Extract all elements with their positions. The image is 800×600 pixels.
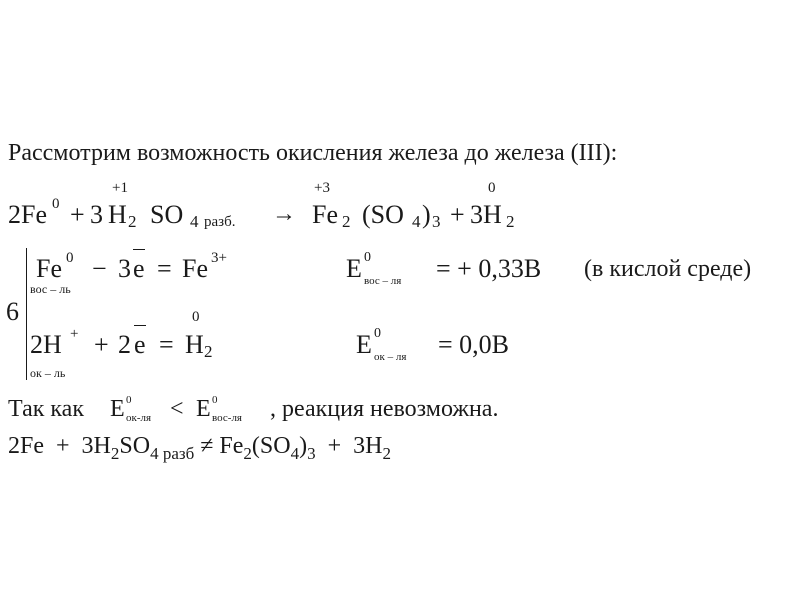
minus-sign: − [92,254,107,283]
so-subscript: 4 [190,212,199,231]
h-symbol: H [108,200,127,229]
acid-medium-note: (в кислой среде) [584,256,752,282]
equals-sign: = [157,254,172,283]
less-than: < [170,396,184,422]
h2-subscript: 2 [204,342,213,361]
final-sulfate: (SO [251,433,291,459]
electron-bar [133,249,145,250]
potential-symbol: E [346,254,362,283]
fe3-charge: 3+ [211,250,227,266]
final-fe-sub: 2 [243,444,252,463]
electron-2: e [134,330,146,359]
plus-sign-2: + [450,200,465,229]
final-so: SO [119,433,151,459]
equals-sign-2: = [159,330,174,359]
fe-reactant-oxidation: 0 [52,196,60,212]
plus-sign-3: + [94,330,109,359]
potential-superscript: 0 [364,250,371,265]
final-h2: + 3H [315,433,383,459]
potential-red: E [196,396,211,422]
final-so-sub: 4 [150,444,159,463]
potential-subscript-2: ок – ля [374,351,407,363]
fe-reactant: 2Fe [8,200,47,229]
final-sulfate-close: ) [299,433,308,459]
final-sulfate-mult: 3 [307,444,316,463]
h-ion: 2H [30,330,62,359]
heading: Рассмотрим возможность окисления железа до железа (III): [8,140,618,166]
hydrogen-product-subscript: 2 [506,212,515,231]
h-oxidation-state: +1 [112,180,128,196]
balance-bar [26,248,27,380]
fe-atom: Fe [36,254,62,283]
reaction-arrow: → [272,201,296,227]
potential-red-sup: 0 [212,394,218,406]
hydrogen-product: 3H [470,200,502,229]
final-h-sub: 2 [110,444,120,463]
potential-subscript: вос – ля [364,275,402,287]
potential-superscript-2: 0 [374,326,381,341]
multiplier: 6 [6,297,19,326]
potential-red-sub: вос-ля [212,412,242,424]
potential-value-2: = 0,0В [438,330,510,359]
sulfate-close: ) [422,200,431,229]
potential-ox: E [110,396,125,422]
final-fe: Fe [219,433,244,459]
dilute-label: разб. [204,214,236,230]
h2-molecule: H [185,330,204,359]
sulfate-multiplier: 3 [432,212,441,231]
final-equation [8,433,391,463]
potential-ox-sub: ок-ля [126,412,152,424]
h-subscript: 2 [128,212,137,231]
fe-atom-oxidation: 0 [66,250,74,266]
electron-count-2: 2 [118,330,131,359]
fe-product-subscript: 2 [342,212,351,231]
not-equal-sign: ≠ [194,433,220,459]
plus-sign: + [70,200,85,229]
oxidizer-label: ок – ль [30,366,66,380]
electron: e [133,254,145,283]
sulfate-open: (SO [362,200,404,229]
h2-oxidation-state: 0 [488,180,496,196]
h2-oxidation: 0 [192,309,200,325]
electron-bar-2 [134,325,146,326]
sulfate-subscript: 4 [412,212,421,231]
potential-ox-sup: 0 [126,394,132,406]
electron-count: 3 [118,254,131,283]
fe3-ion: Fe [182,254,208,283]
fe-product: Fe [312,200,338,229]
coefficient: 3 [90,200,103,229]
potential-symbol-2: E [356,330,372,359]
final-lhs: 2Fe + 3H [8,433,111,459]
conclusion-prefix: Так как [8,396,84,422]
fe-oxidation-state: +3 [314,180,330,196]
final-h2-sub: 2 [382,444,391,463]
final-dilute: разб [158,444,195,463]
so-symbol: SO [150,200,184,229]
final-sulfate-sub: 4 [290,444,300,463]
potential-value: = + 0,33В [436,254,542,283]
conclusion-suffix: , реакция невозможна. [270,396,499,422]
h-ion-charge: + [70,326,79,342]
reducer-label: вос – ль [30,282,71,296]
